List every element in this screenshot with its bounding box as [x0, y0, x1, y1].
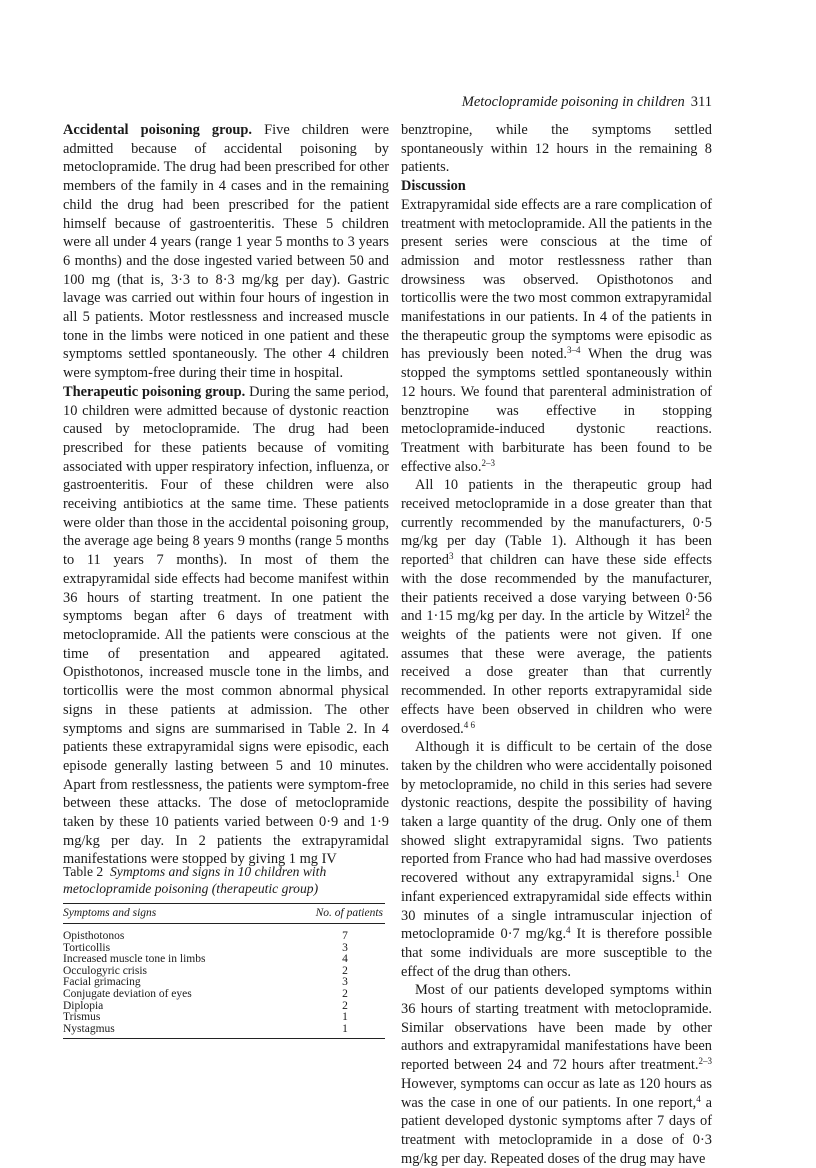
discussion-paragraph-2	[401, 476, 712, 738]
discussion-heading: Discussion	[401, 178, 466, 195]
table-label: Table 2	[63, 864, 104, 879]
accidental-section	[63, 121, 389, 383]
therapeutic-section	[63, 383, 389, 869]
count-cell: 3	[342, 976, 348, 989]
count-cell: 2	[342, 987, 348, 1000]
p4-text-a: Most of our patients developed symptoms within 36 hours of starting treatment with metoclopramide. Similar observations have been made by other authors and extrapyramidal manifestations have been reported between 24 and 72 hours after treatment.	[401, 982, 712, 1074]
ref-superscript: 2	[685, 607, 690, 618]
symptoms-table	[63, 903, 385, 1039]
table-row	[63, 1001, 385, 1013]
ref-superscript: 3–4	[566, 345, 581, 356]
count-cell: 7	[342, 930, 348, 942]
ref-superscript: 2–3	[698, 1056, 712, 1067]
table-caption	[63, 863, 385, 897]
count-cell: 1	[342, 1011, 348, 1024]
ref-superscript: 2–3	[481, 457, 495, 468]
continuation-paragraph: benztropine, while the symptoms settled spontaneously within 12 hours in the remaining 8 patients.	[401, 122, 712, 176]
sign-cell: Conjugate deviation of eyes	[63, 987, 192, 1000]
discussion-paragraph-3	[401, 738, 712, 981]
p1-text-b: When the drug was stopped the symptoms settled spontaneously within 12 hours. We found that parenteral administration of benztropine was effective in stopping metoclopramide-induced dystonic reactions. Treatment with barbiturate has been found to be effective also.	[401, 346, 712, 475]
sign-cell: Nystagmus	[63, 1024, 275, 1039]
sign-cell: Facial grimacing	[63, 976, 141, 989]
p3-text-c: It is therefore possible that some individuals are more susceptible to the effect of the drug than others.	[401, 926, 712, 980]
count-cell: 1	[275, 1024, 385, 1039]
count-cell: 4	[342, 953, 348, 966]
p2-text-a: All 10 patients in the therapeutic group had received metoclopramide in a dose greater than that currently recommended by the manufacturers, 0·5 mg/kg per day (Table 1). Although it has been reported	[401, 477, 712, 569]
table-2	[63, 863, 385, 1039]
sign-cell: Increased muscle tone in limbs	[63, 953, 206, 966]
p2-text-b: that children can have these side effects with the dose recommended by the manufacturer, their patients received a dose varying between 0·56 and 1·15 mg/kg per day. In the article by Witzel	[401, 552, 712, 625]
right-column	[401, 121, 712, 1168]
table-caption-text: Symptoms and signs in 10 children with metoclopramide poisoning (therapeutic group)	[63, 864, 327, 896]
count-cell: 3	[342, 941, 348, 954]
accidental-text: Five children were admitted because of accidental poisoning by metoclopramide. The drug had been prescribed for other members of the family in 4 cases and in the remaining child the drug had been prescribed for the patient himself because of gastroenteritis. These 5 children were all under 4 years (range 1 year 5 months to 3 years 6 months) and the dose ingested varied between 50 and 100 mg (that is, 3·3 to 8·3 mg/kg per day). Gastric lavage was carried out within four hours of ingestion in all 5 patients. Motor restlessness and increased muscle tone in the limbs were noticed in one patient and these symptoms settled spontaneously. The other 4 children were symptom-free during their time in hospital.	[63, 122, 389, 382]
ref-superscript: 4	[566, 925, 571, 936]
ref-superscript: 4 6	[463, 719, 475, 730]
discussion-paragraph-1	[401, 196, 712, 477]
accidental-heading: Accidental poisoning group.	[63, 122, 253, 138]
running-title: Metoclopramide poisoning in children	[461, 94, 685, 110]
p4-text-c: a patient developed dystonic symptoms after 7 days of treatment with metoclopramide in a dose of 0·3 mg/kg per day. Repeated doses of the drug may have	[401, 1094, 712, 1167]
p1-text-a: Extrapyramidal side effects are a rare complication of treatment with metoclopramide. All the patients in the present series were conscious at the time of admission and motor restlessness rather than drowsiness was observed. Opisthotonos and torticollis were the two most common extrapyramidal manifestations in our patients. In 4 of the patients in the therapeutic group the symptoms were episodic as has previously been noted.	[401, 196, 712, 363]
left-column	[63, 121, 389, 869]
discussion-paragraph-4	[401, 981, 712, 1168]
count-cell: 2	[342, 999, 348, 1012]
therapeutic-heading: Therapeutic poisoning group.	[63, 383, 246, 400]
table-header-row	[63, 904, 385, 924]
p2-text-c: the weights of the patients were not given. If one assumes that these were average, the patients received a dose greater than that currently recommended. In other reports extrapyramidal side effects have been observed in children who were overdosed.	[401, 608, 712, 737]
sign-cell: Diplopia	[63, 999, 104, 1012]
sign-cell: Torticollis	[63, 941, 111, 954]
table-row	[63, 989, 385, 1001]
running-head	[400, 93, 712, 111]
ref-superscript: 1	[675, 869, 680, 880]
p4-text-b: However, symptoms can occur as late as 120 hours as was the case in one of our patients. In one report,	[401, 1075, 712, 1111]
count-cell: 2	[342, 964, 348, 977]
therapeutic-text: During the same period, 10 children were admitted because of dystonic reaction caused by metoclopramide. The drug had been prescribed for these patients because of vomiting associated with upper respiratory infection, influenza, or gastroenteritis. Four of these children were also receiving antibiotics at the same time. These patients were older than those in the accidental poisoning group, the average age being 8 years 9 months (range 5 months to 11 years 7 months). In most of them the extrapyramidal side effects had become manifest within 36 hours of starting treatment. In one patient the symptoms began after 6 days of treatment with metoclopramide. All the patients were conscious at the time of presentation and appeared agitated. Opisthotonos, increased muscle tone in the limbs, and torticollis were the most common abnormal physical signs in these patients at admission. The other symptoms and signs are summarised in Table 2. In 4 patients these extrapyramidal signs were episodic, each episode generally lasting between 5 and 10 minutes. Apart from restlessness, the patients were symptom-free between these attacks. The dose of metoclopramide taken by these 10 patients varied between 0·9 and 1·9 mg/kg per day. In 2 patients the extrapyramidal manifestations were stopped by giving 1 mg IV	[63, 383, 389, 868]
ref-superscript: 4	[696, 1093, 701, 1104]
table-row	[63, 924, 385, 943]
col-header-count: No. of patients	[275, 904, 385, 924]
table-row	[63, 1012, 385, 1024]
sign-cell: Opisthotonos	[63, 930, 125, 942]
p3-text-b: One infant experienced extrapyramidal side effects within 30 minutes of a single intramuscular injection of metoclopramide 0·7 mg/kg.	[401, 870, 713, 943]
ref-superscript: 3	[448, 551, 454, 562]
page-number: 311	[690, 94, 712, 110]
col-header-signs: Symptoms and signs	[63, 904, 275, 924]
sign-cell: Occulogyric crisis	[63, 964, 147, 977]
table-row	[63, 1024, 385, 1039]
sign-cell: Trismus	[63, 1011, 101, 1024]
p3-text-a: Although it is difficult to be certain of the dose taken by the children who were accidentally poisoned by metoclopramide, no child in this series had severe dystonic reactions, despite the possibility of having taken a large quantity of the drug. Only one of them showed slight extrapyramidal signs. Two patients reported from France who had had massive overdoses recovered without any extrapyramidal signs.	[401, 739, 712, 887]
